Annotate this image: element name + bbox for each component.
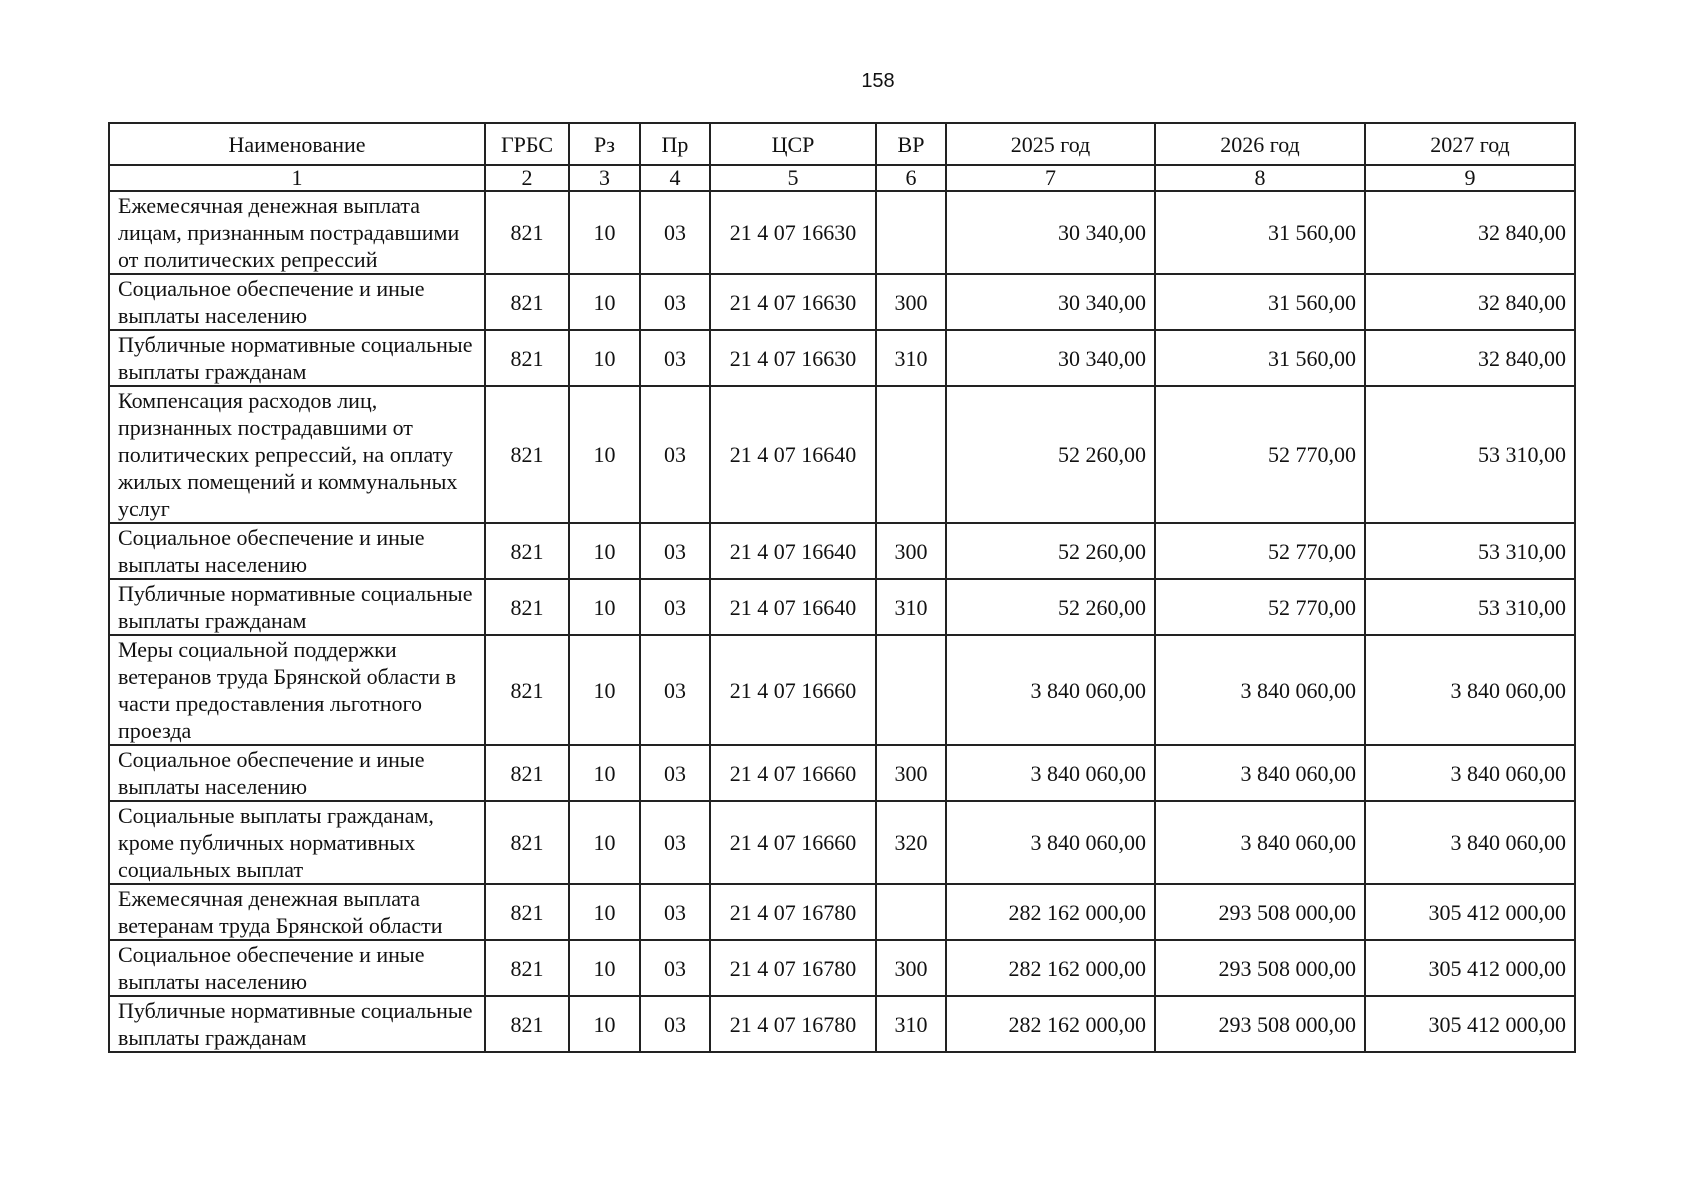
cell-pr: 03 (640, 330, 710, 386)
cell-rz: 10 (569, 579, 640, 635)
cell-grbs: 821 (485, 801, 569, 884)
cell-amount-2027: 53 310,00 (1365, 523, 1575, 579)
cell-amount-2026: 52 770,00 (1155, 386, 1365, 523)
table-row (109, 274, 1575, 330)
cell-rz: 10 (569, 940, 640, 996)
cell-vr (876, 191, 946, 274)
cell-csr: 21 4 07 16780 (710, 996, 876, 1052)
cell-rz: 10 (569, 386, 640, 523)
cell-vr: 310 (876, 579, 946, 635)
cell-name: Социальные выплаты гражданам, кроме публичных нормативных социальных выплат (109, 801, 485, 884)
cell-amount-2027: 3 840 060,00 (1365, 745, 1575, 801)
cell-amount-2027: 305 412 000,00 (1365, 940, 1575, 996)
cell-grbs: 821 (485, 745, 569, 801)
cell-amount-2025: 52 260,00 (946, 523, 1155, 579)
table-row (109, 745, 1575, 801)
cell-name: Ежемесячная денежная выплата лицам, признанным пострадавшими от политических репрессий (109, 191, 485, 274)
column-number: 3 (569, 165, 640, 191)
cell-csr: 21 4 07 16630 (710, 191, 876, 274)
cell-grbs: 821 (485, 330, 569, 386)
cell-csr: 21 4 07 16660 (710, 635, 876, 745)
cell-amount-2027: 3 840 060,00 (1365, 801, 1575, 884)
column-number: 8 (1155, 165, 1365, 191)
cell-amount-2026: 293 508 000,00 (1155, 940, 1365, 996)
cell-csr: 21 4 07 16780 (710, 884, 876, 940)
cell-amount-2027: 32 840,00 (1365, 191, 1575, 274)
column-number: 6 (876, 165, 946, 191)
header-year-2025: 2025 год (946, 123, 1155, 165)
cell-amount-2026: 52 770,00 (1155, 579, 1365, 635)
cell-amount-2025: 282 162 000,00 (946, 996, 1155, 1052)
header-rz: Рз (569, 123, 640, 165)
cell-vr: 300 (876, 745, 946, 801)
cell-vr: 310 (876, 330, 946, 386)
cell-pr: 03 (640, 996, 710, 1052)
header-grbs: ГРБС (485, 123, 569, 165)
cell-pr: 03 (640, 635, 710, 745)
cell-grbs: 821 (485, 274, 569, 330)
cell-csr: 21 4 07 16640 (710, 523, 876, 579)
cell-vr (876, 386, 946, 523)
column-number: 7 (946, 165, 1155, 191)
cell-csr: 21 4 07 16640 (710, 579, 876, 635)
header-pr: Пр (640, 123, 710, 165)
cell-name: Ежемесячная денежная выплата ветеранам труда Брянской области (109, 884, 485, 940)
cell-pr: 03 (640, 386, 710, 523)
cell-amount-2027: 305 412 000,00 (1365, 996, 1575, 1052)
column-number: 1 (109, 165, 485, 191)
table-row (109, 884, 1575, 940)
cell-pr: 03 (640, 191, 710, 274)
cell-grbs: 821 (485, 523, 569, 579)
table-row (109, 635, 1575, 745)
cell-amount-2025: 52 260,00 (946, 386, 1155, 523)
page-number: 158 (861, 70, 895, 92)
cell-rz: 10 (569, 996, 640, 1052)
cell-name: Социальное обеспечение и иные выплаты населению (109, 523, 485, 579)
cell-amount-2026: 31 560,00 (1155, 330, 1365, 386)
cell-pr: 03 (640, 940, 710, 996)
cell-vr: 300 (876, 940, 946, 996)
cell-rz: 10 (569, 801, 640, 884)
column-number: 9 (1365, 165, 1575, 191)
cell-csr: 21 4 07 16780 (710, 940, 876, 996)
cell-amount-2027: 53 310,00 (1365, 579, 1575, 635)
table-row (109, 330, 1575, 386)
cell-amount-2026: 3 840 060,00 (1155, 745, 1365, 801)
table-body (109, 191, 1575, 1052)
cell-csr: 21 4 07 16660 (710, 801, 876, 884)
cell-vr (876, 884, 946, 940)
cell-rz: 10 (569, 745, 640, 801)
cell-rz: 10 (569, 330, 640, 386)
cell-rz: 10 (569, 191, 640, 274)
cell-name: Социальное обеспечение и иные выплаты населению (109, 745, 485, 801)
cell-amount-2025: 282 162 000,00 (946, 940, 1155, 996)
cell-pr: 03 (640, 801, 710, 884)
header-year-2027: 2027 год (1365, 123, 1575, 165)
cell-name: Компенсация расходов лиц, признанных пострадавшими от политических репрессий, на оплату жилых помещений и коммунальных услуг (109, 386, 485, 523)
column-number-row (109, 165, 1575, 191)
column-number: 2 (485, 165, 569, 191)
cell-rz: 10 (569, 523, 640, 579)
header-vr: ВР (876, 123, 946, 165)
cell-amount-2026: 3 840 060,00 (1155, 635, 1365, 745)
cell-vr: 300 (876, 274, 946, 330)
table-row (109, 386, 1575, 523)
cell-vr: 300 (876, 523, 946, 579)
cell-grbs: 821 (485, 191, 569, 274)
cell-amount-2027: 53 310,00 (1365, 386, 1575, 523)
cell-name: Социальное обеспечение и иные выплаты населению (109, 274, 485, 330)
cell-pr: 03 (640, 579, 710, 635)
cell-grbs: 821 (485, 635, 569, 745)
budget-table (108, 122, 1576, 1053)
cell-amount-2025: 30 340,00 (946, 274, 1155, 330)
cell-grbs: 821 (485, 579, 569, 635)
cell-rz: 10 (569, 635, 640, 745)
cell-csr: 21 4 07 16630 (710, 274, 876, 330)
cell-amount-2025: 52 260,00 (946, 579, 1155, 635)
table-row (109, 996, 1575, 1052)
cell-amount-2026: 31 560,00 (1155, 191, 1365, 274)
table-row (109, 523, 1575, 579)
cell-amount-2025: 30 340,00 (946, 330, 1155, 386)
cell-csr: 21 4 07 16640 (710, 386, 876, 523)
cell-name: Социальное обеспечение и иные выплаты населению (109, 940, 485, 996)
table-row (109, 579, 1575, 635)
cell-amount-2027: 305 412 000,00 (1365, 884, 1575, 940)
cell-amount-2025: 3 840 060,00 (946, 745, 1155, 801)
cell-grbs: 821 (485, 884, 569, 940)
cell-name: Публичные нормативные социальные выплаты гражданам (109, 996, 485, 1052)
cell-pr: 03 (640, 274, 710, 330)
header-name: Наименование (109, 123, 485, 165)
cell-amount-2026: 3 840 060,00 (1155, 801, 1365, 884)
column-number: 5 (710, 165, 876, 191)
cell-name: Меры социальной поддержки ветеранов труда Брянской области в части предоставления льготного проезда (109, 635, 485, 745)
cell-grbs: 821 (485, 940, 569, 996)
column-number: 4 (640, 165, 710, 191)
table-row (109, 801, 1575, 884)
cell-amount-2027: 3 840 060,00 (1365, 635, 1575, 745)
cell-csr: 21 4 07 16660 (710, 745, 876, 801)
cell-vr: 320 (876, 801, 946, 884)
cell-amount-2026: 293 508 000,00 (1155, 884, 1365, 940)
cell-amount-2025: 30 340,00 (946, 191, 1155, 274)
header-row (109, 123, 1575, 165)
cell-grbs: 821 (485, 996, 569, 1052)
cell-pr: 03 (640, 745, 710, 801)
cell-name: Публичные нормативные социальные выплаты гражданам (109, 330, 485, 386)
cell-amount-2026: 293 508 000,00 (1155, 996, 1365, 1052)
cell-amount-2025: 282 162 000,00 (946, 884, 1155, 940)
cell-amount-2026: 52 770,00 (1155, 523, 1365, 579)
cell-rz: 10 (569, 274, 640, 330)
cell-csr: 21 4 07 16630 (710, 330, 876, 386)
cell-pr: 03 (640, 884, 710, 940)
cell-amount-2025: 3 840 060,00 (946, 801, 1155, 884)
cell-name: Публичные нормативные социальные выплаты гражданам (109, 579, 485, 635)
cell-amount-2025: 3 840 060,00 (946, 635, 1155, 745)
cell-vr: 310 (876, 996, 946, 1052)
cell-amount-2026: 31 560,00 (1155, 274, 1365, 330)
cell-amount-2027: 32 840,00 (1365, 330, 1575, 386)
cell-pr: 03 (640, 523, 710, 579)
table-row (109, 191, 1575, 274)
cell-grbs: 821 (485, 386, 569, 523)
header-year-2026: 2026 год (1155, 123, 1365, 165)
cell-vr (876, 635, 946, 745)
cell-amount-2027: 32 840,00 (1365, 274, 1575, 330)
table-row (109, 940, 1575, 996)
cell-rz: 10 (569, 884, 640, 940)
header-csr: ЦСР (710, 123, 876, 165)
